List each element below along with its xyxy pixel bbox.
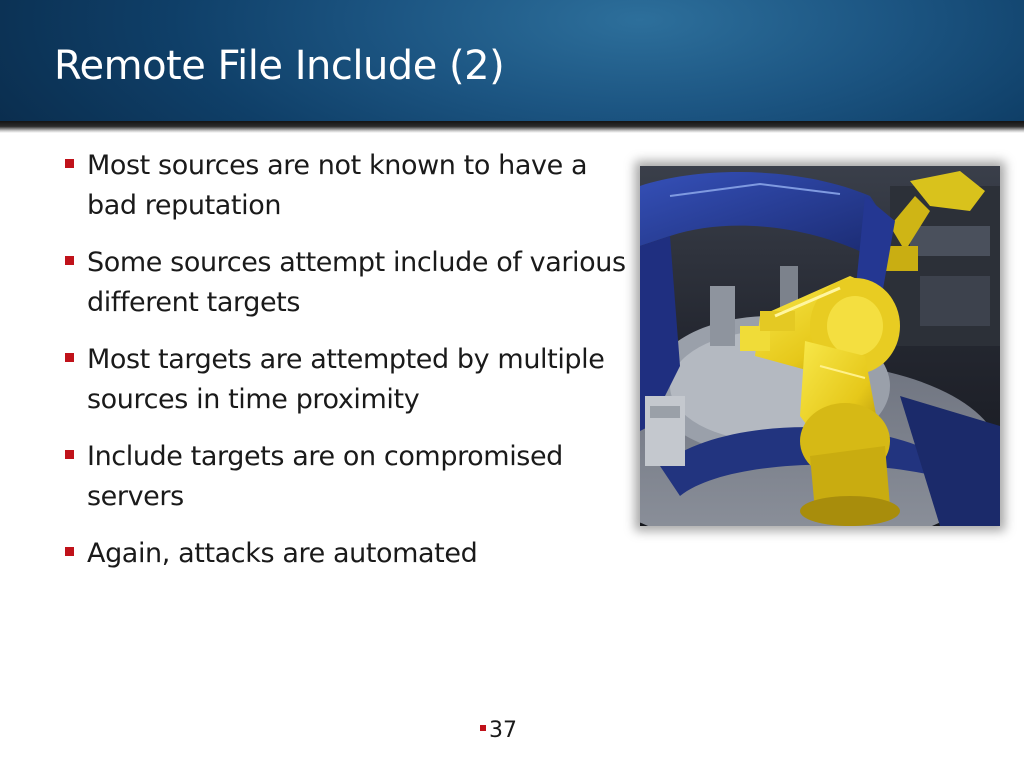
bullet-text: Most targets are attempted by multiple sources in time proximity [87, 344, 605, 415]
title-bar-shadow [0, 121, 1024, 133]
page-number-marker-icon [480, 725, 486, 731]
bullet-text: Again, attacks are automated [87, 538, 478, 569]
bullet-marker-icon [65, 547, 74, 556]
robot-arm-illustration [640, 166, 1000, 526]
bullet-marker-icon [65, 450, 74, 459]
slide-title: Remote File Include (2) [54, 43, 505, 89]
bullet-item [64, 437, 644, 517]
bullet-marker-icon [65, 353, 74, 362]
bullet-item [64, 243, 644, 323]
bullet-text: Include targets are on compromised servers [87, 441, 563, 512]
bullet-item [64, 534, 644, 574]
robot-arm-photo [640, 166, 1000, 526]
bullet-list [64, 146, 644, 591]
page-number [480, 716, 517, 746]
bullet-marker-icon [65, 159, 74, 168]
bullet-item [64, 146, 644, 226]
bullet-text: Most sources are not known to have a bad reputation [87, 150, 588, 221]
bullet-item [64, 340, 644, 420]
bullet-marker-icon [65, 256, 74, 265]
page-number-text: 37 [489, 718, 517, 743]
bullet-text: Some sources attempt include of various different targets [87, 247, 626, 318]
